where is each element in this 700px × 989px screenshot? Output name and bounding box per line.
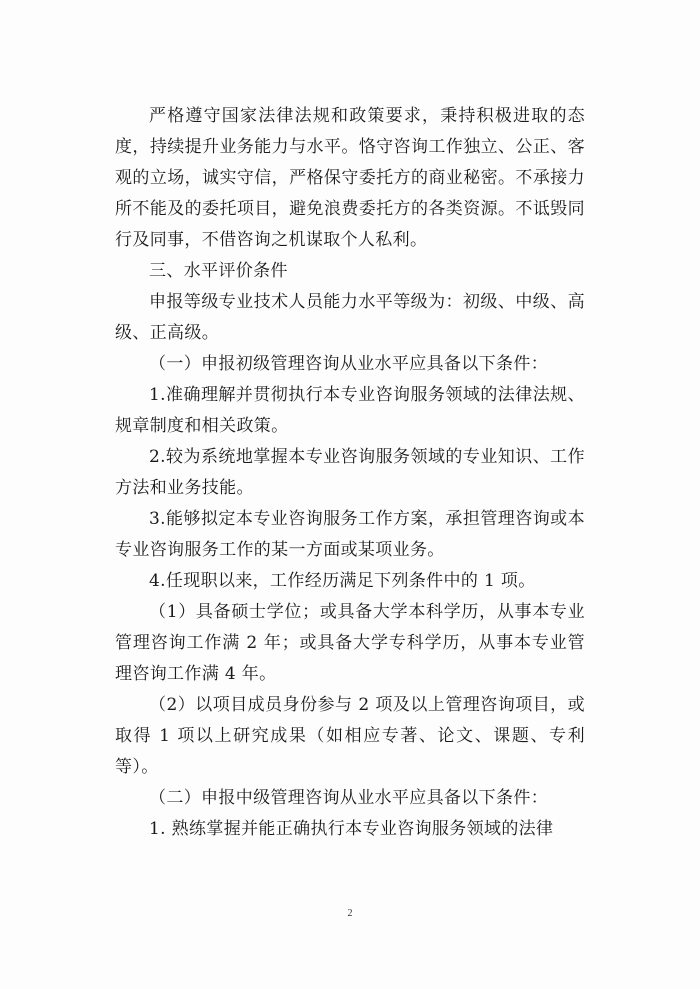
junior-condition-4-item-1: （1）具备硕士学位；或具备大学本科学历，从事本专业管理咨询工作满 2 年；或具备大学专科学历，从事本专业管理咨询工作满 4 年。 [115, 602, 585, 684]
subheading-junior-level: （一）申报初级管理咨询从业水平应具备以下条件： [149, 354, 549, 374]
junior-condition-4-item-2: （2）以项目成员身份参与 2 项及以上管理咨询项目，或取得 1 项以上研究成果（如相应专著、论文、课题、专利等）。 [115, 695, 585, 777]
junior-condition-4: 4.任现职以来，工作经历满足下列条件中的 1 项。 [149, 571, 536, 591]
junior-condition-2: 2.较为系统地掌握本专业咨询服务领域的专业知识、工作方法和业务技能。 [115, 447, 585, 498]
subheading-intermediate-level: （二）申报中级管理咨询从业水平应具备以下条件： [149, 788, 549, 808]
paragraph-level-grades: 申报等级专业技术人员能力水平等级为：初级、中级、高级、正高级。 [115, 292, 585, 343]
document-body [115, 101, 585, 845]
junior-condition-1: 1.准确理解并贯彻执行本专业咨询服务领域的法律法规、规章制度和相关政策。 [115, 385, 585, 436]
paragraph-professional-ethics: 严格遵守国家法律法规和政策要求，秉持积极进取的态度，持续提升业务能力与水平。恪守咨询工作独立、公正、客观的立场，诚实守信，严格保守委托方的商业秘密。不承接力所不能及的委托项目，避免浪费委托方的各类资源。不诋毁同行及同事，不借咨询之机谋取个人私利。 [115, 106, 585, 250]
junior-condition-3: 3.能够拟定本专业咨询服务工作方案，承担管理咨询或本专业咨询服务工作的某一方面或某项业务。 [115, 509, 585, 560]
section-heading-evaluation-conditions: 三、水平评价条件 [149, 261, 288, 281]
intermediate-condition-1: 1. 熟练掌握并能正确执行本专业咨询服务领域的法律 [149, 819, 554, 839]
page-number: 2 [347, 908, 353, 919]
